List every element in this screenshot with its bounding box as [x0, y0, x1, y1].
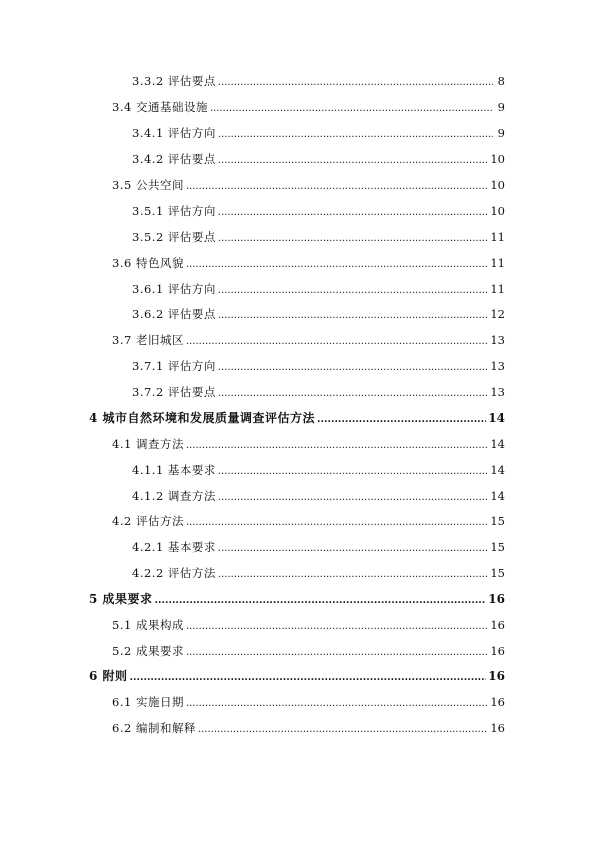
toc-entry-3-6-1[interactable]: [132, 281, 505, 297]
toc-label: 3.5 公共空间: [112, 178, 184, 192]
toc-label: 3.4.2 评估要点: [132, 152, 216, 166]
toc-leader: [218, 462, 488, 478]
toc-entry-5-2[interactable]: [112, 643, 505, 659]
toc-label: 4 城市自然环境和发展质量调查评估方法: [89, 411, 316, 425]
toc-label: 3.7 老旧城区: [112, 333, 184, 347]
toc-leader: [218, 229, 488, 245]
toc-entry-5-1[interactable]: [112, 617, 505, 633]
toc-page-number: 16: [488, 592, 505, 606]
toc-label: 3.3.2 评估要点: [132, 74, 216, 88]
toc-leader: [186, 513, 488, 529]
toc-page-number: 14: [490, 489, 505, 503]
toc-entry-3-6[interactable]: [112, 255, 505, 271]
toc-leader: [130, 668, 487, 684]
toc-entry-3-4-1[interactable]: [132, 125, 505, 141]
toc-entry-3-7-2[interactable]: [132, 384, 505, 400]
toc-leader: [218, 384, 488, 400]
toc-entry-4[interactable]: [89, 410, 505, 426]
toc-page-number: 9: [497, 126, 505, 140]
toc-page-number: 15: [490, 514, 505, 528]
toc-page-number: 16: [490, 721, 505, 735]
toc-leader: [317, 410, 486, 426]
toc-label: 4.1.2 调查方法: [132, 489, 216, 503]
toc-leader: [186, 255, 488, 271]
toc-page-number: 11: [490, 256, 505, 270]
toc-leader: [186, 332, 488, 348]
toc-label: 3.4 交通基础设施: [112, 100, 208, 114]
toc-page-number: 10: [490, 204, 505, 218]
toc-entry-3-4[interactable]: [112, 99, 505, 115]
toc-entry-3-7[interactable]: [112, 332, 505, 348]
toc-leader: [218, 565, 488, 581]
toc-leader: [186, 177, 488, 193]
toc-entry-3-5-1[interactable]: [132, 203, 505, 219]
toc-page-number: 10: [490, 152, 505, 166]
toc-label: 5.2 成果要求: [112, 644, 184, 658]
toc-label: 4.2.1 基本要求: [132, 540, 216, 554]
toc-leader: [155, 591, 487, 607]
toc-entry-3-5[interactable]: [112, 177, 505, 193]
toc-leader: [218, 539, 488, 555]
toc-label: 3.4.1 评估方向: [132, 126, 216, 140]
toc-page-number: 15: [490, 566, 505, 580]
toc-entry-4-1[interactable]: [112, 436, 505, 452]
toc-page-number: 10: [490, 178, 505, 192]
toc-page-number: 14: [490, 463, 505, 477]
toc-page-number: 13: [490, 359, 505, 373]
toc-label: 3.6.2 评估要点: [132, 307, 216, 321]
toc-entry-5[interactable]: [89, 591, 505, 607]
toc-label: 4.2.2 评估方法: [132, 566, 216, 580]
toc-entry-6-2[interactable]: [112, 720, 505, 736]
toc-label: 4.1.1 基本要求: [132, 463, 216, 477]
toc-page-number: 11: [490, 230, 505, 244]
toc-page-number: 12: [490, 307, 505, 321]
toc-page-number: 9: [497, 100, 505, 114]
toc-entry-4-1-2[interactable]: [132, 488, 505, 504]
toc-leader: [186, 617, 488, 633]
toc-page-number: 8: [497, 74, 505, 88]
toc-entry-3-4-2[interactable]: [132, 151, 505, 167]
toc-entry-4-2[interactable]: [112, 513, 505, 529]
toc-label: 3.5.2 评估要点: [132, 230, 216, 244]
toc-page-number: 16: [488, 669, 505, 683]
toc-leader: [218, 73, 493, 89]
toc-leader: [186, 436, 488, 452]
toc-entry-3-3-2[interactable]: [132, 73, 505, 89]
toc-page-number: 16: [490, 644, 505, 658]
toc-label: 4.2 评估方法: [112, 514, 184, 528]
toc-label: 6.1 实施日期: [112, 695, 184, 709]
toc-label: 5 成果要求: [89, 592, 153, 606]
toc-label: 6.2 编制和解释: [112, 721, 196, 735]
toc-leader: [198, 720, 488, 736]
toc-entry-4-1-1[interactable]: [132, 462, 505, 478]
toc-page-number: 13: [490, 333, 505, 347]
toc-page-number: 13: [490, 385, 505, 399]
toc-label: 4.1 调查方法: [112, 437, 184, 451]
toc-page-number: 14: [488, 411, 505, 425]
toc-leader: [218, 358, 488, 374]
toc-page-number: 15: [490, 540, 505, 554]
toc-page-number: 16: [490, 618, 505, 632]
toc-label: 3.5.1 评估方向: [132, 204, 216, 218]
toc-entry-6[interactable]: [89, 668, 505, 684]
toc-leader: [218, 306, 488, 322]
toc-entry-3-6-2[interactable]: [132, 306, 505, 322]
toc-label: 5.1 成果构成: [112, 618, 184, 632]
toc-page-number: 16: [490, 695, 505, 709]
toc-entry-4-2-2[interactable]: [132, 565, 505, 581]
toc-leader: [210, 99, 493, 115]
toc-leader: [186, 694, 488, 710]
toc-leader: [218, 488, 488, 504]
toc-leader: [218, 151, 488, 167]
toc-leader: [218, 281, 488, 297]
toc-entry-3-5-2[interactable]: [132, 229, 505, 245]
toc-page-number: 14: [490, 437, 505, 451]
toc-label: 3.6 特色风貌: [112, 256, 184, 270]
toc-entry-3-7-1[interactable]: [132, 358, 505, 374]
toc-label: 3.7.2 评估要点: [132, 385, 216, 399]
toc-leader: [186, 643, 488, 659]
toc-entry-4-2-1[interactable]: [132, 539, 505, 555]
toc-page-number: 11: [490, 282, 505, 296]
toc-leader: [218, 203, 488, 219]
toc-label: 6 附则: [89, 669, 128, 683]
toc-leader: [218, 125, 493, 141]
toc-entry-6-1[interactable]: [112, 694, 505, 710]
toc-label: 3.6.1 评估方向: [132, 282, 216, 296]
toc-label: 3.7.1 评估方向: [132, 359, 216, 373]
